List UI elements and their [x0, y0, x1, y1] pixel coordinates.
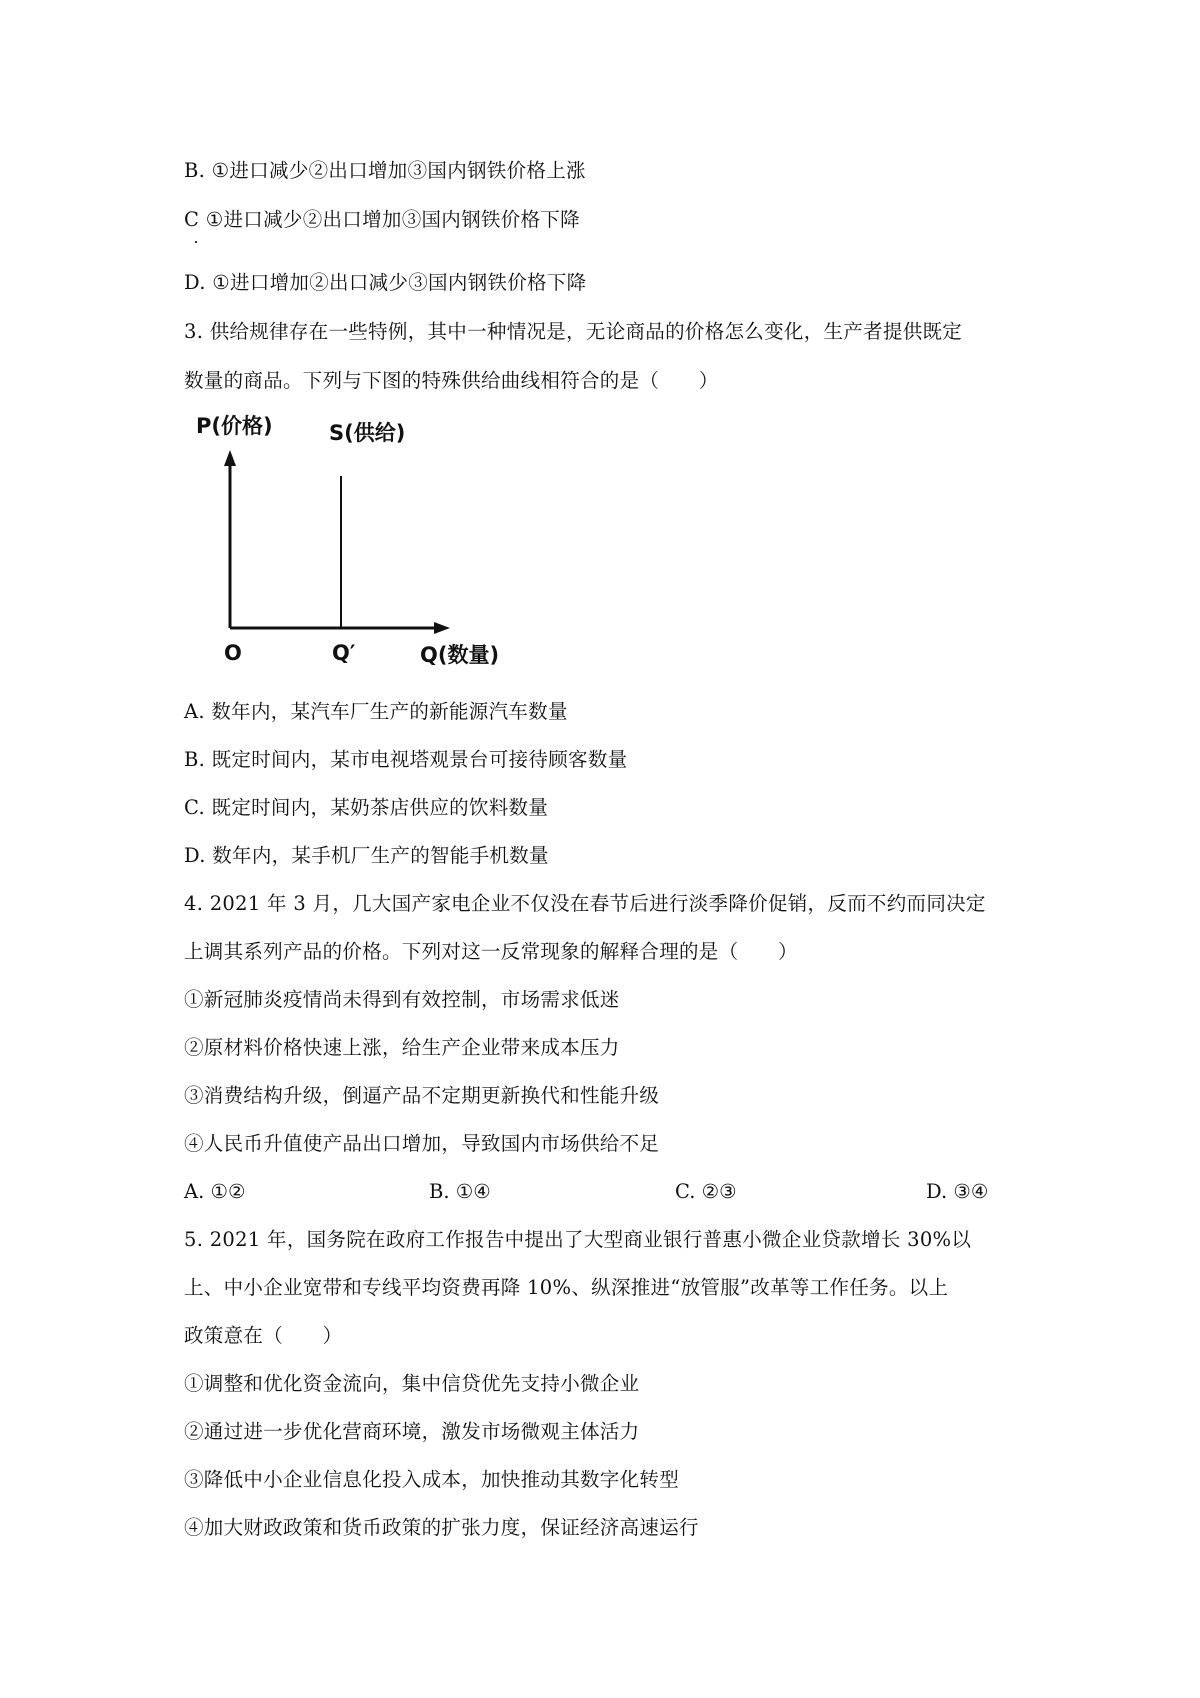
q3-option-c: C. 既定时间内，某奶茶店供应的饮料数量 [184, 796, 549, 819]
q5-item-3: ③降低中小企业信息化投入成本，加快推动其数字化转型 [184, 1468, 680, 1491]
q-prime-label: Q′ [332, 641, 356, 665]
stray-dot [195, 241, 197, 243]
q2-option-c: C ①进口减少②出口增加③国内钢铁价格下降 [184, 208, 580, 231]
q5-item-1: ①调整和优化资金流向，集中信贷优先支持小微企业 [184, 1372, 640, 1395]
q5-item-2: ②通过进一步优化营商环境，激发市场微观主体活力 [184, 1420, 640, 1443]
q4-item-1: ①新冠肺炎疫情尚未得到有效控制，市场需求低迷 [184, 988, 620, 1011]
q4-choice-b: B. ①④ [429, 1180, 491, 1203]
x-axis-label: Q(数量) [420, 643, 500, 667]
q4-stem-line2: 上调其系列产品的价格。下列对这一反常现象的解释合理的是（ ） [184, 940, 798, 963]
q3-option-b: B. 既定时间内，某市电视塔观景台可接待顾客数量 [184, 748, 628, 771]
q4-choice-d: D. ③④ [926, 1180, 989, 1203]
y-axis-label: P(价格) [196, 414, 273, 438]
q4-choice-a: A. ①② [184, 1180, 246, 1203]
q4-stem-line1: 4. 2021 年 3 月，几大国产家电企业不仅没在春节后进行淡季降价促销，反而不约而同决定 [184, 892, 986, 915]
q4-item-3: ③消费结构升级，倒逼产品不定期更新换代和性能升级 [184, 1084, 660, 1107]
q3-option-d: D. 数年内，某手机厂生产的智能手机数量 [184, 844, 549, 867]
supply-curve-label: S(供给) [329, 421, 406, 445]
origin-label: O [224, 641, 242, 665]
q4-item-4: ④人民币升值使产品出口增加，导致国内市场供给不足 [184, 1132, 660, 1155]
y-axis-arrow [224, 450, 236, 466]
q5-stem-line2: 上、中小企业宽带和专线平均资费再降 10%、纵深推进“放管服”改革等工作任务。以上 [184, 1276, 949, 1299]
x-axis-arrow [434, 622, 450, 634]
supply-curve-figure [184, 410, 514, 670]
q2-option-b: B. ①进口减少②出口增加③国内钢铁价格上涨 [184, 159, 586, 182]
q3-stem-line2: 数量的商品。下列与下图的特殊供给曲线相符合的是（ ） [184, 369, 719, 392]
q4-choice-c: C. ②③ [675, 1180, 737, 1203]
q5-item-4: ④加大财政政策和货币政策的扩张力度，保证经济高速运行 [184, 1516, 699, 1539]
q4-choices [184, 1177, 1024, 1207]
q2-option-d: D. ①进口增加②出口减少③国内钢铁价格下降 [184, 271, 587, 294]
q5-stem-line3: 政策意在（ ） [184, 1324, 343, 1347]
q4-item-2: ②原材料价格快速上涨，给生产企业带来成本压力 [184, 1036, 620, 1059]
q5-stem-line1: 5. 2021 年，国务院在政府工作报告中提出了大型商业银行普惠小微企业贷款增长 30%以 [184, 1228, 972, 1251]
q3-stem-line1: 3. 供给规律存在一些特例，其中一种情况是，无论商品的价格怎么变化，生产者提供既定 [184, 320, 963, 343]
q3-option-a: A. 数年内，某汽车厂生产的新能源汽车数量 [184, 700, 568, 723]
